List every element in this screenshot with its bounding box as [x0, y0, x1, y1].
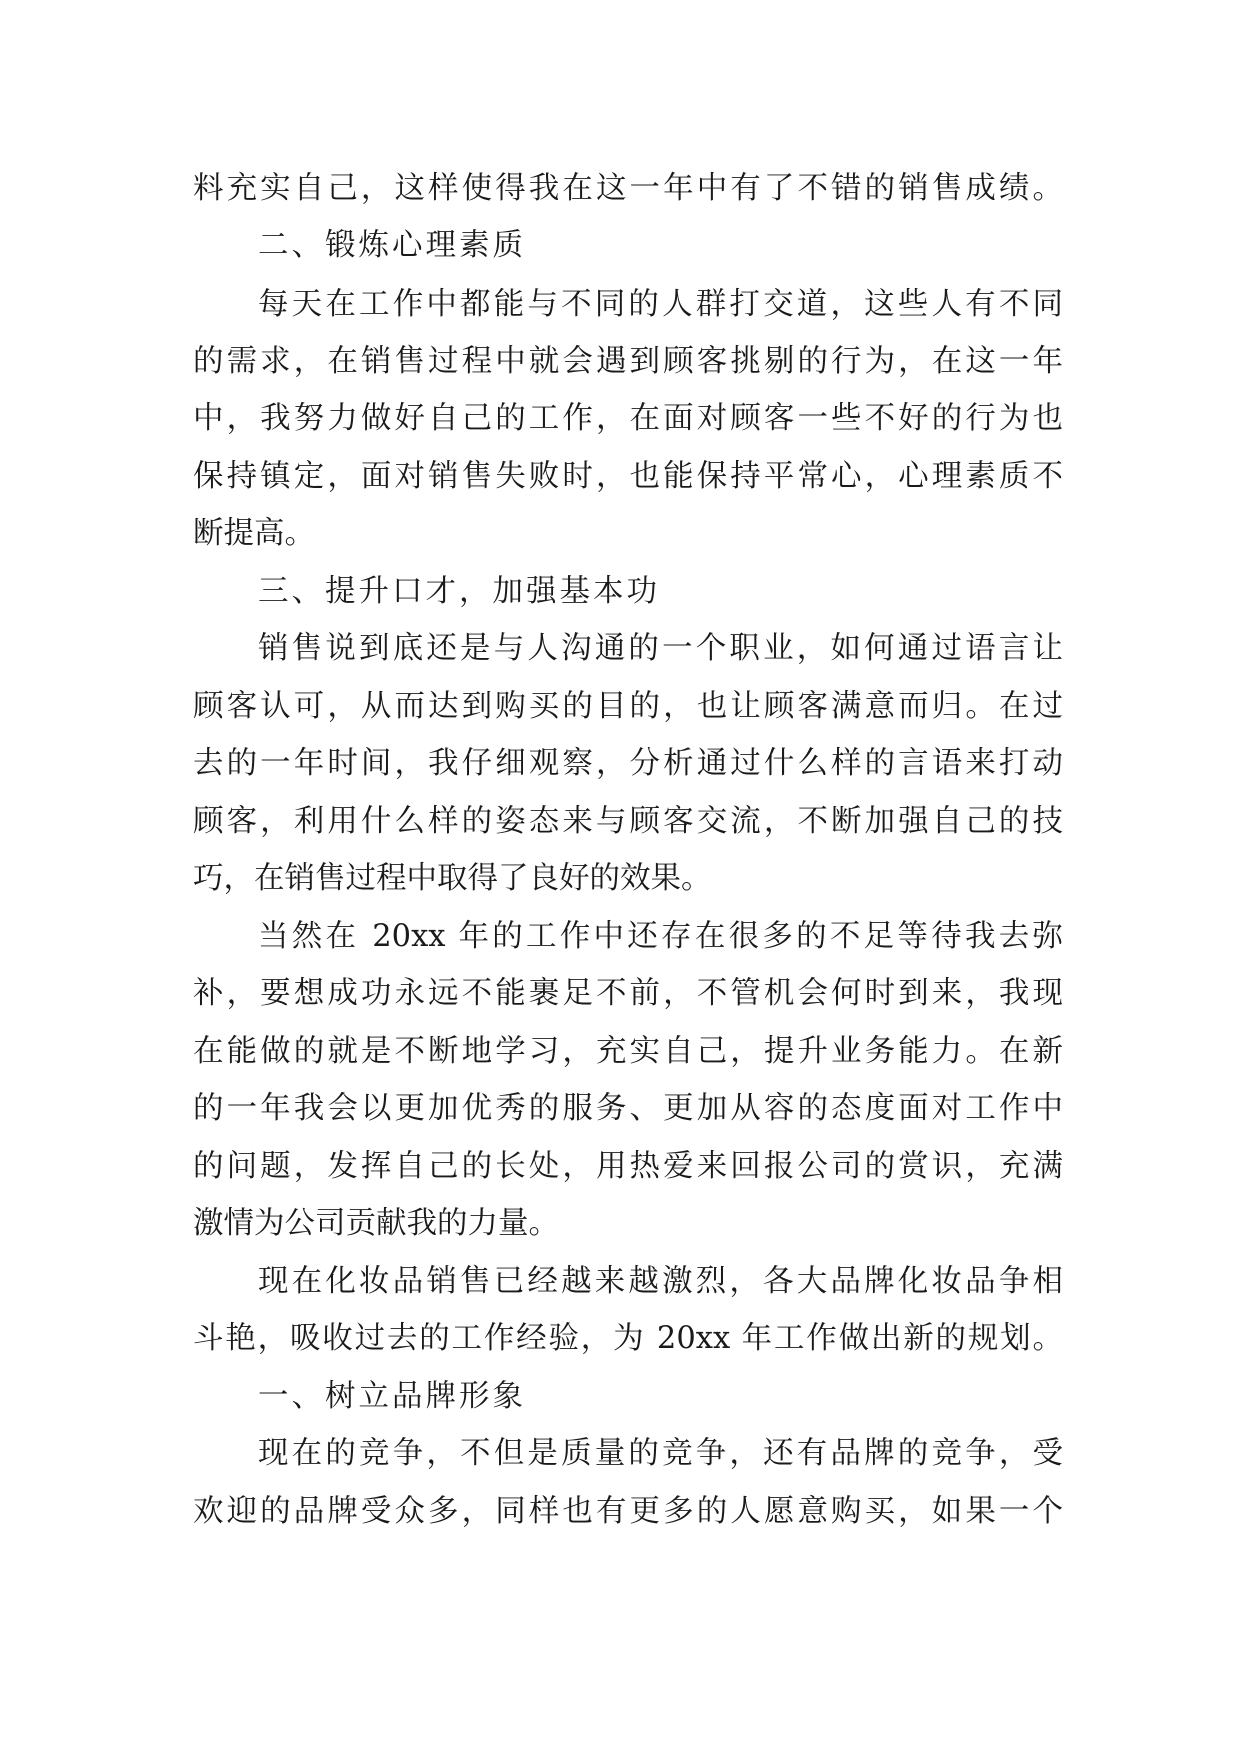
text-line: 顾客，利用什么样的姿态来与顾客交流，不断加强自己的技 — [193, 804, 1063, 839]
text-line: 料充实自己，这样使得我在这一年中有了不错的销售成绩。 — [193, 171, 1063, 206]
text-line: 补，要想成功永远不能裹足不前，不管机会何时到来，我现 — [193, 976, 1063, 1011]
text-line: 的需求，在销售过程中就会遇到顾客挑剔的行为，在这一年 — [193, 344, 1063, 379]
text-line: 中，我努力做好自己的工作，在面对顾客一些不好的行为也 — [193, 401, 1063, 436]
text-line: 巧，在销售过程中取得了良好的效果。 — [193, 861, 712, 896]
text-line: 欢迎的品牌受众多，同样也有更多的人愿意购买，如果一个 — [193, 1494, 1063, 1529]
section-heading: 二、锻炼心理素质 — [258, 228, 526, 263]
text-line: 每天在工作中都能与不同的人群打交道，这些人有不同 — [258, 287, 1063, 322]
section-heading: 一、树立品牌形象 — [258, 1379, 526, 1414]
text-line: 去的一年时间，我仔细观察，分析通过什么样的言语来打动 — [193, 746, 1063, 781]
text-line: 当然在 20xx 年的工作中还存在很多的不足等待我去弥 — [258, 919, 1063, 954]
text-line: 现在化妆品销售已经越来越激烈，各大品牌化妆品争相 — [258, 1264, 1063, 1299]
text-line: 激情为公司贡献我的力量。 — [193, 1206, 559, 1241]
text-line: 保持镇定，面对销售失败时，也能保持平常心，心理素质不 — [193, 459, 1063, 494]
text-line: 顾客认可，从而达到购买的目的，也让顾客满意而归。在过 — [193, 689, 1063, 724]
text-line: 斗艳，吸收过去的工作经验，为 20xx 年工作做出新的规划。 — [193, 1321, 1063, 1356]
section-heading: 三、提升口才，加强基本功 — [258, 574, 660, 609]
text-line: 的问题，发挥自己的长处，用热爱来回报公司的赏识，充满 — [193, 1149, 1063, 1184]
text-line: 现在的竞争，不但是质量的竞争，还有品牌的竞争，受 — [258, 1436, 1063, 1471]
text-line: 断提高。 — [193, 516, 315, 551]
text-line: 的一年我会以更加优秀的服务、更加从容的态度面对工作中 — [193, 1091, 1063, 1126]
text-line: 在能做的就是不断地学习，充实自己，提升业务能力。在新 — [193, 1034, 1063, 1069]
text-line: 销售说到底还是与人沟通的一个职业，如何通过语言让 — [258, 631, 1063, 666]
